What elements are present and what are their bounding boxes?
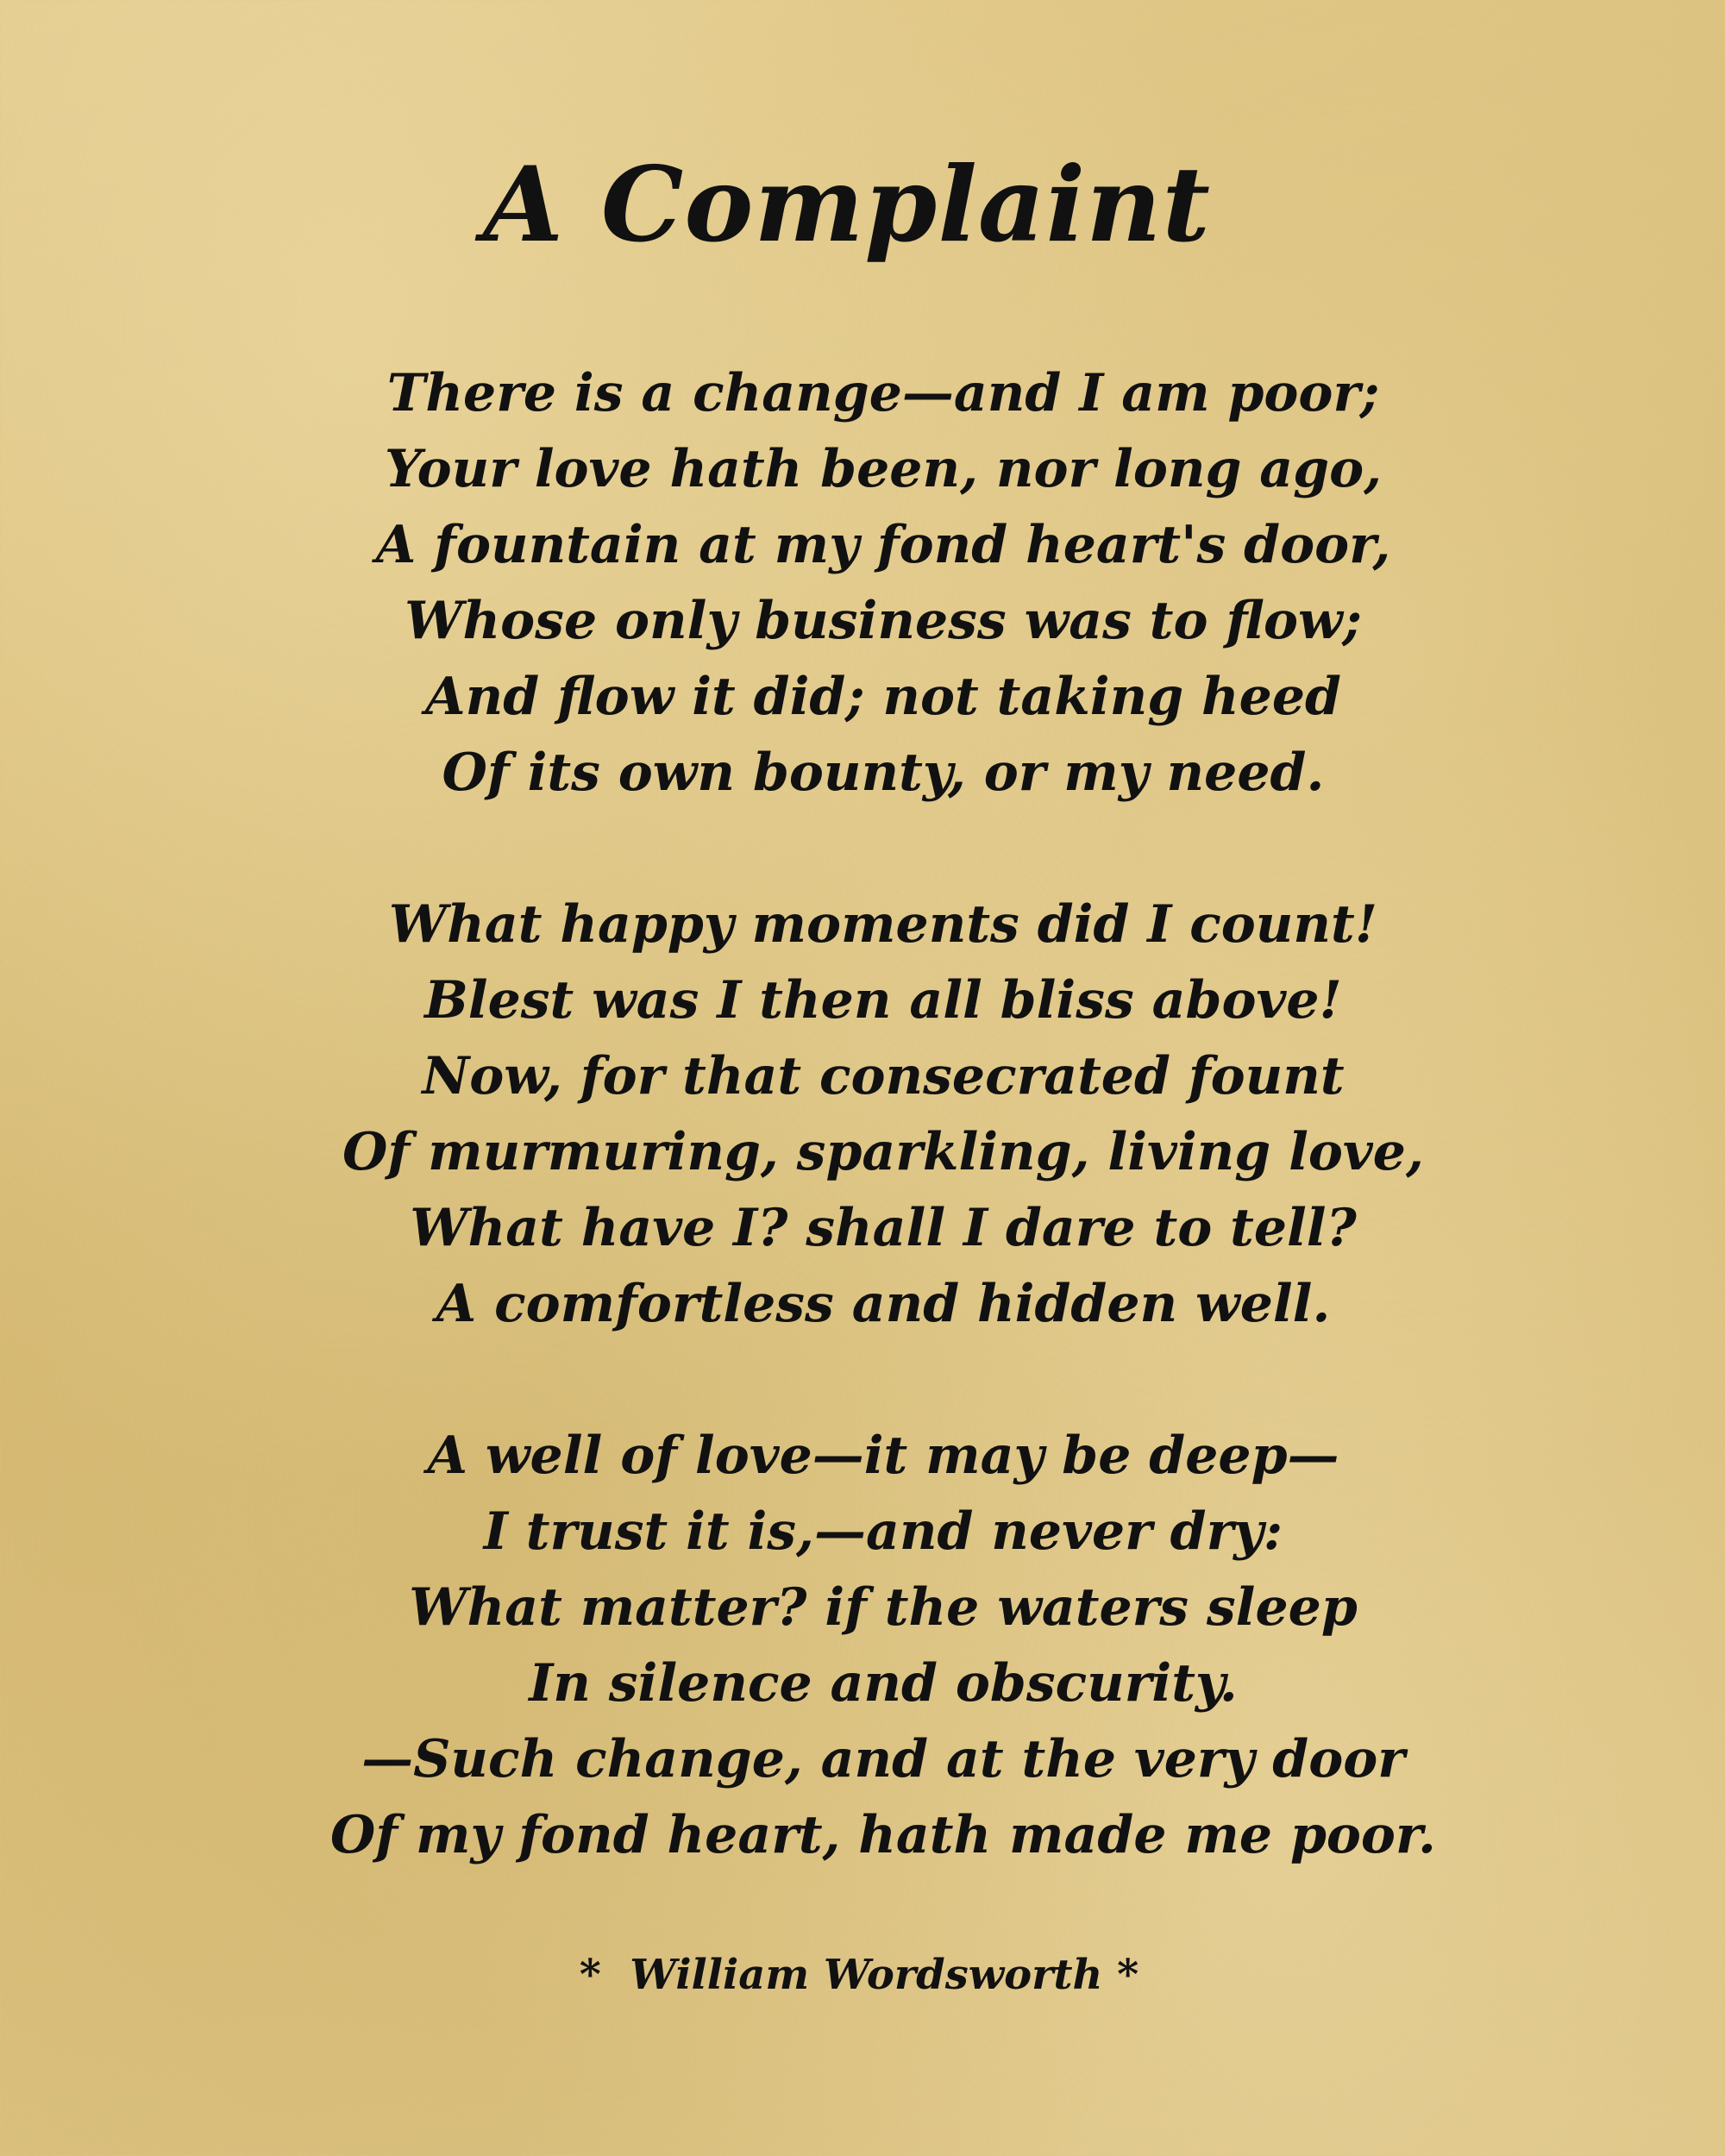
poem-line: A fountain at my fond heart's door,	[375, 515, 1391, 575]
stanza-2	[0, 887, 1725, 1342]
poem-line: Of murmuring, sparkling, living love,	[342, 1122, 1424, 1182]
poem-line: Blest was I then all bliss above!	[424, 970, 1342, 1031]
poem-line: And flow it did; not taking heed	[425, 667, 1341, 727]
author-attribution: * William Wordsworth *	[579, 1951, 1139, 1999]
stanza-3	[0, 1418, 1725, 1873]
poem-line: In silence and obscurity.	[529, 1653, 1238, 1714]
poem-line: There is a change—and I am poor;	[386, 363, 1380, 423]
poem-line: Now, for that consecrated fount	[422, 1046, 1345, 1106]
poem-line: What matter? if the waters sleep	[409, 1577, 1358, 1638]
poem-line: —Such change, and at the very door	[361, 1729, 1405, 1789]
poem-line: Whose only business was to flow;	[405, 591, 1362, 651]
poem-body	[0, 355, 1725, 1949]
poem-line: A well of love—it may be deep—	[427, 1426, 1339, 1486]
poem-line: Of my fond heart, hath made me poor.	[330, 1805, 1436, 1865]
poem-line: What have I? shall I dare to tell?	[410, 1198, 1357, 1258]
poem-line: A comfortless and hidden well.	[436, 1274, 1331, 1334]
poem-line: I trust it is,—and never dry:	[483, 1501, 1283, 1562]
poem-line: Your love hath been, nor long ago,	[384, 439, 1383, 499]
poem-title: A Complaint	[483, 144, 1211, 266]
poem-line: What happy moments did I count!	[388, 894, 1378, 955]
poem-line: Of its own bounty, or my need.	[442, 743, 1325, 803]
stanza-1	[0, 355, 1725, 811]
